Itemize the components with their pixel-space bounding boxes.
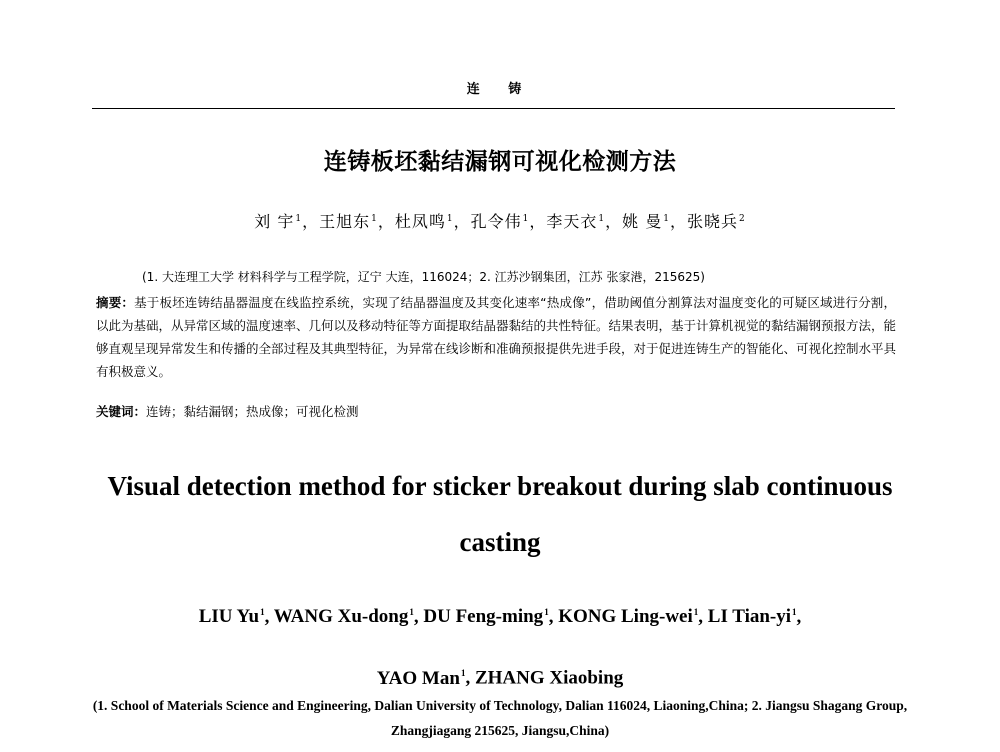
- authors-en: [60, 584, 940, 707]
- author-en: DU Feng-ming$^1$: [423, 606, 549, 628]
- author-cn: 刘 宇$^1$: [254, 212, 303, 231]
- running-head: 连 铸: [466, 82, 534, 97]
- keywords-label: 关键词：: [96, 404, 147, 419]
- author-en-affil-mark: 1: [544, 607, 549, 617]
- author-en: KONG Ling-wei$^1$: [558, 606, 699, 628]
- author-cn: 王旭东$^1$: [319, 212, 378, 231]
- authors-en-line-1: LIU Yu$^1$, WANG Xu-dong$^1$, DU Feng-ming$^1$, KONG Ling-wei$^1$, LI Tian-$yi^1$,: [198, 606, 802, 628]
- author-en: LI Tian-$yi^1$: [707, 606, 797, 628]
- author-cn: 李天衣$^1$: [546, 212, 606, 231]
- authors-en-line-2: YAO Man$^1$, ZHANG Xiaobing: [376, 667, 624, 689]
- abstract-text: 基于板坯连铸结晶器温度在线监控系统，实现了结晶器温度及其变化速率“热成像”，借助阈值分割算法对温度变化的可疑区域进行分割，以此为基础，从异常区域的温度速率、几何以及移动特征等方面提取结晶器黏结的共性特征。结果表明，基于计算机视觉的黏结漏钢预报方法，能够直观呈现异常发生和传播的全部过程及其典型特征，为异常在线诊断和准确预报提供先进手段，对于促进连铸生产的智能化、可视化控制水平具有积极意义。: [96, 295, 897, 379]
- author-cn-affil-mark: 1: [522, 213, 530, 224]
- author-cn-affil-mark: 1: [295, 213, 303, 224]
- author-cn-affil-mark: 1: [663, 213, 670, 224]
- affiliation-en: (1. School of Materials Science and Engineering, Dalian University of Technology, Dalian 116024, Liaoning,China; 2. Jiangsu Shagang Group, Zhangjiagang 215625, Jiangsu,China): [92, 698, 908, 738]
- author-cn: 孔令伟$^1$: [470, 212, 530, 231]
- abstract-label: 摘要：: [96, 295, 135, 310]
- keywords-cn: [96, 402, 359, 420]
- authors-cn: 刘 宇$^1$，王旭东$^1$，杜凤鸣$^1$，孔令伟$^1$，李天衣$^1$，姚 曼$^1$，张晓兵$^2$: [254, 212, 746, 231]
- author-cn: 张晓兵$^2$: [687, 212, 746, 231]
- author-en-affil-mark: 1: [460, 668, 466, 679]
- author-en: WANG Xu-dong$^1$: [273, 606, 414, 628]
- abstract-cn: [96, 291, 896, 383]
- author-cn: 姚 曼$^1$: [622, 212, 670, 231]
- author-cn-affil-mark: 1: [371, 213, 378, 224]
- author-en-affil-mark: 1: [792, 607, 797, 617]
- keywords-text: 连铸；黏结漏钢；热成像；可视化检测: [146, 404, 359, 419]
- author-en: ZHANG Xiaobing: [474, 667, 624, 689]
- author-en: LIU Yu$^1$: [198, 606, 265, 628]
- header-rule: [92, 108, 895, 109]
- author-cn-affil-mark: 1: [598, 213, 606, 224]
- author-cn-affil-mark: 1: [446, 213, 454, 224]
- author-en-affil-mark: 1: [693, 607, 699, 617]
- author-en-affil-mark: 1: [409, 607, 414, 617]
- title-en: Visual detection method for sticker breakout during slab continuous casting: [107, 471, 893, 557]
- title-cn: 连铸板坯黏结漏钢可视化检测方法: [323, 149, 677, 175]
- author-cn-affil-mark: 2: [739, 213, 746, 224]
- affiliation-cn: (1. 大连理工大学 材料科学与工程学院，辽宁 大连，116024；2. 江苏沙钢集团，江苏 张家港，215625): [142, 270, 705, 284]
- author-en-affil-mark: 1: [260, 607, 265, 617]
- author-cn: 杜凤鸣$^1$: [394, 212, 454, 231]
- author-en: YAO Man$^1$: [376, 667, 466, 689]
